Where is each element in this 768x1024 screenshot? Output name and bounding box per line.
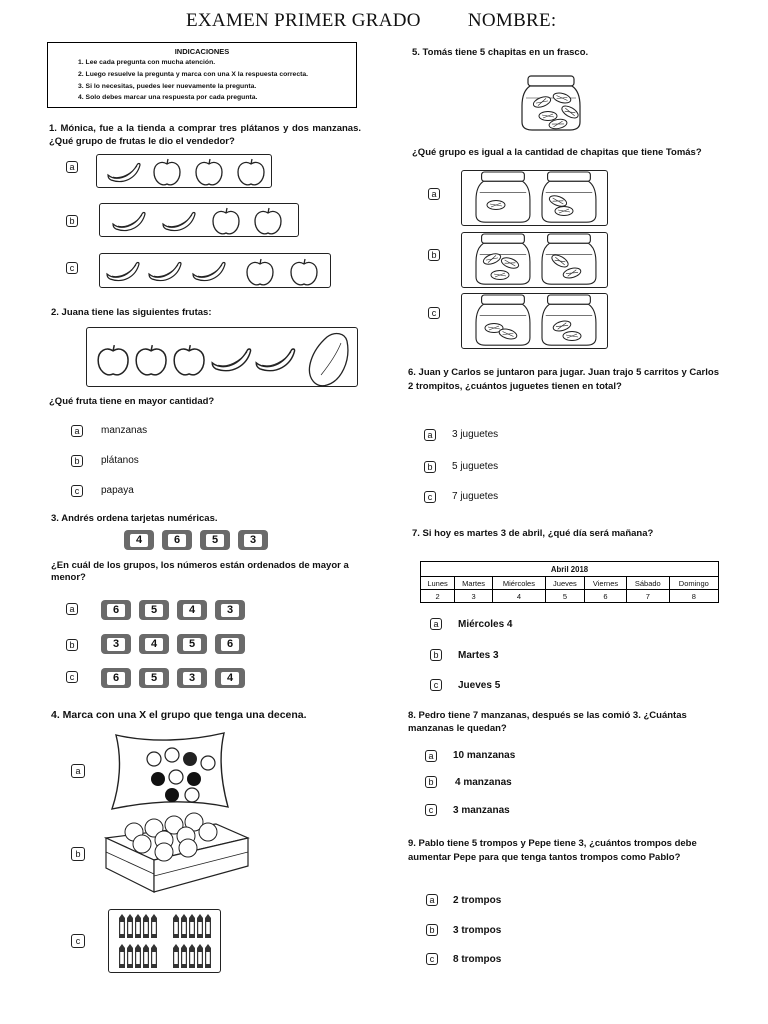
marble-icon [183, 752, 197, 766]
q8-option-c-label[interactable]: c [425, 804, 437, 816]
calendar-date: 3 [455, 590, 493, 603]
question-2: 2. Juana tiene las siguientes frutas: [51, 307, 212, 318]
question-4: 4. Marca con una X el grupo que tenga una decena. [51, 709, 307, 721]
card-number: 3 [244, 534, 262, 547]
card-number: 5 [145, 672, 163, 685]
q2-question: ¿Qué fruta tiene en mayor cantidad? [49, 396, 215, 407]
q8-option-b-label[interactable]: b [425, 776, 437, 788]
q3-option-a-label[interactable]: a [66, 603, 78, 615]
calendar-day: Sábado [626, 577, 669, 590]
q5-option-a-jars[interactable] [461, 170, 608, 226]
marble-icon [169, 770, 183, 784]
number-card [101, 600, 131, 620]
q9-option-c-text[interactable]: 8 trompos [453, 954, 502, 965]
card-number: 5 [145, 604, 163, 617]
crayon-icon [119, 914, 211, 968]
q3-option-a-cards[interactable] [101, 600, 245, 620]
q4-bag-image[interactable] [110, 729, 230, 811]
q5-option-b-jars[interactable] [461, 232, 608, 288]
apple-icon [238, 159, 264, 185]
calendar-date: 6 [585, 590, 627, 603]
q9-option-a-label[interactable]: a [426, 894, 438, 906]
marble-icon [165, 748, 179, 762]
q3-question: ¿En cuál de los grupos, los números están ordenados de mayor a menor? [51, 560, 349, 583]
q5-option-c-label[interactable]: c [428, 307, 440, 319]
q4-option-c-label[interactable]: c [71, 934, 85, 948]
q4-option-b-label[interactable]: b [71, 847, 85, 861]
number-card [177, 600, 207, 620]
marble-icon [147, 752, 161, 766]
number-card [238, 530, 268, 550]
q1-fruits-a-image [97, 155, 273, 189]
marble-icon [165, 788, 179, 802]
question-9: 9. Pablo tiene 5 trompos y Pepe tiene 3, ¿cuántos trompos debe aumentar Pepe para que tenga tantos trompos como Pablo? [408, 838, 697, 863]
calendar-title: Abril 2018 [421, 562, 719, 577]
number-card [139, 668, 169, 688]
banana-icon [113, 213, 145, 231]
q3-option-b-cards[interactable] [101, 634, 245, 654]
name-label: NOMBRE: [467, 10, 557, 31]
q2-option-a-label[interactable]: a [71, 425, 83, 437]
q2-fruits-image [87, 328, 359, 388]
banana-icon [107, 263, 139, 281]
card-number: 4 [221, 672, 239, 685]
calendar-day: Martes [455, 577, 493, 590]
marble-icon [187, 772, 201, 786]
number-card [200, 530, 230, 550]
instruction-item: 4. Solo debes marcar una respuesta por cada pregunta. [78, 94, 258, 102]
banana-icon [193, 263, 225, 281]
jars-b-image [462, 233, 609, 289]
apple-icon [174, 345, 204, 375]
q7-option-c-label[interactable]: c [430, 679, 442, 691]
instructions-heading: INDICACIONES [174, 47, 230, 56]
question-3: 3. Andrés ordena tarjetas numéricas. [51, 513, 218, 524]
q7-option-a-label[interactable]: a [430, 618, 442, 630]
papaya-icon [309, 334, 347, 386]
q7-option-b-text[interactable]: Martes 3 [458, 650, 499, 661]
bottle-cap-icon [487, 201, 505, 210]
q8-option-c-text[interactable]: 3 manzanas [453, 805, 510, 816]
q7-option-b-label[interactable]: b [430, 649, 442, 661]
number-card [215, 600, 245, 620]
q8-option-a-text[interactable]: 10 manzanas [453, 750, 516, 761]
q8-option-a-label[interactable]: a [425, 750, 437, 762]
jar-icon [476, 295, 530, 345]
instructions-list [48, 57, 356, 104]
q9-option-b-label[interactable]: b [426, 924, 438, 936]
calendar-day: Jueves [545, 577, 584, 590]
card-number: 6 [221, 638, 239, 651]
q7-option-a-text[interactable]: Miércoles 4 [458, 619, 513, 630]
q1-option-c-fruits[interactable] [99, 253, 331, 288]
number-card [139, 634, 169, 654]
q4-option-a-label[interactable]: a [71, 764, 85, 778]
bottle-cap-icon [563, 332, 581, 341]
question-5: 5. Tomás tiene 5 chapitas en un frasco. [412, 47, 589, 58]
q5-option-c-jars[interactable] [461, 293, 608, 349]
calendar-date: 4 [493, 590, 546, 603]
number-card [139, 600, 169, 620]
q1-option-a-label[interactable]: a [66, 161, 78, 173]
instruction-item: 2. Luego resuelve la pregunta y marca con una X la respuesta correcta. [78, 70, 309, 78]
jars-a-image [462, 171, 609, 227]
banana-icon [256, 349, 294, 371]
q2-option-c-label[interactable]: c [71, 485, 83, 497]
q3-cards [124, 530, 268, 550]
crayons-image [109, 910, 222, 974]
q6-option-c-label[interactable]: c [424, 491, 436, 503]
q5-question: ¿Qué grupo es igual a la cantidad de chapitas que tiene Tomás? [412, 147, 702, 158]
marble-icon [151, 772, 165, 786]
q9-option-c-label[interactable]: c [426, 953, 438, 965]
exam-title [186, 10, 557, 32]
number-card [162, 530, 192, 550]
exam-title-text: EXAMEN PRIMER GRADO [186, 10, 421, 31]
q1-option-b-fruits[interactable] [99, 203, 299, 237]
card-number: 4 [130, 534, 148, 547]
q1-option-b-label[interactable]: b [66, 215, 78, 227]
calendar-day: Domingo [669, 577, 718, 590]
q6-option-a-label[interactable]: a [424, 429, 436, 441]
q5-option-a-label[interactable]: a [428, 188, 440, 200]
banana-icon [212, 349, 250, 371]
banana-icon [149, 263, 181, 281]
apple-icon [291, 259, 317, 285]
number-card [177, 668, 207, 688]
instructions-box [47, 42, 357, 108]
q2-option-a-text[interactable]: manzanas [101, 425, 148, 436]
calendar-date: 7 [626, 590, 669, 603]
question-6: 6. Juan y Carlos se juntaron para jugar. Juan trajo 5 carritos y Carlos 2 trompitos, ¿cuántos juguetes tienen en total? [408, 367, 719, 392]
apple-icon [255, 208, 281, 234]
q1-fruits-c-image [100, 254, 332, 289]
card-number: 6 [107, 672, 125, 685]
apple-icon [213, 208, 239, 234]
question-7: 7. Si hoy es martes 3 de abril, ¿qué día será mañana? [412, 528, 654, 539]
q9-option-b-text[interactable]: 3 trompos [453, 925, 502, 936]
q8-option-b-text[interactable]: 4 manzanas [455, 777, 512, 788]
q1-option-c-label[interactable]: c [66, 262, 78, 274]
q6-option-b-text[interactable]: 5 juguetes [452, 461, 499, 472]
q3-option-c-label[interactable]: c [66, 671, 78, 683]
apple-icon [247, 259, 273, 285]
number-card [124, 530, 154, 550]
q3-option-b-label[interactable]: b [66, 639, 78, 651]
apple-icon [196, 159, 222, 185]
apple-icon [136, 345, 166, 375]
calendar-day: Viernes [585, 577, 627, 590]
apple-icon [154, 159, 180, 185]
card-number: 5 [183, 638, 201, 651]
calendar-day: Lunes [421, 577, 455, 590]
instruction-item: 1. Lee cada pregunta con mucha atención. [78, 59, 216, 66]
q9-option-a-text[interactable]: 2 trompos [453, 895, 502, 906]
q6-option-b-label[interactable]: b [424, 461, 436, 473]
calendar-date: 2 [421, 590, 455, 603]
calendar-date: 5 [545, 590, 584, 603]
q3-option-c-cards[interactable] [101, 668, 245, 688]
marble-icon [201, 756, 215, 770]
q4-crayons-box[interactable] [108, 909, 221, 973]
card-number: 4 [145, 638, 163, 651]
instruction-item: 3. Si lo necesitas, puedes leer nuevamente la pregunta. [78, 82, 257, 90]
q5-option-b-label[interactable]: b [428, 249, 440, 261]
calendar-date: 8 [669, 590, 718, 603]
q5-jar-image [518, 72, 588, 138]
card-number: 3 [221, 604, 239, 617]
calendar-table [420, 561, 719, 603]
q2-option-b-text[interactable]: plátanos [101, 455, 139, 466]
number-card [101, 668, 131, 688]
jars-c-image [462, 294, 609, 350]
banana-icon [108, 164, 140, 182]
card-number: 3 [107, 638, 125, 651]
marble-icon [185, 788, 199, 802]
number-card [215, 634, 245, 654]
q1-fruits-b-image [100, 204, 300, 238]
card-number: 3 [183, 672, 201, 685]
calendar-day: Miércoles [493, 577, 546, 590]
card-number: 5 [206, 534, 224, 547]
bottle-cap-icon [491, 271, 509, 280]
q2-option-b-label[interactable]: b [71, 455, 83, 467]
q2-fruits-box [86, 327, 358, 387]
card-number: 6 [168, 534, 186, 547]
question-1: 1. Mónica, fue a la tienda a comprar tres plátanos y dos manzanas. ¿Qué grupo de frutas le dio el vendedor? [49, 123, 361, 147]
q6-option-c-text[interactable]: 7 juguetes [452, 491, 499, 502]
jar-icon [476, 172, 530, 222]
bottle-cap-icon [539, 112, 557, 121]
apple-icon [98, 345, 128, 375]
q2-option-c-text[interactable]: papaya [101, 485, 134, 496]
q1-option-a-fruits[interactable] [96, 154, 272, 188]
number-card [215, 668, 245, 688]
card-number: 4 [183, 604, 201, 617]
number-card [177, 634, 207, 654]
question-8: 8. Pedro tiene 7 manzanas, después se las comió 3. ¿Cuántas manzanas le quedan? [408, 710, 687, 734]
q6-option-a-text[interactable]: 3 juguetes [452, 429, 499, 440]
q4-crate-image[interactable] [104, 808, 250, 894]
card-number: 6 [107, 604, 125, 617]
banana-icon [163, 213, 195, 231]
number-card [101, 634, 131, 654]
q7-option-c-text[interactable]: Jueves 5 [458, 680, 501, 691]
bottle-cap-icon [555, 207, 573, 216]
